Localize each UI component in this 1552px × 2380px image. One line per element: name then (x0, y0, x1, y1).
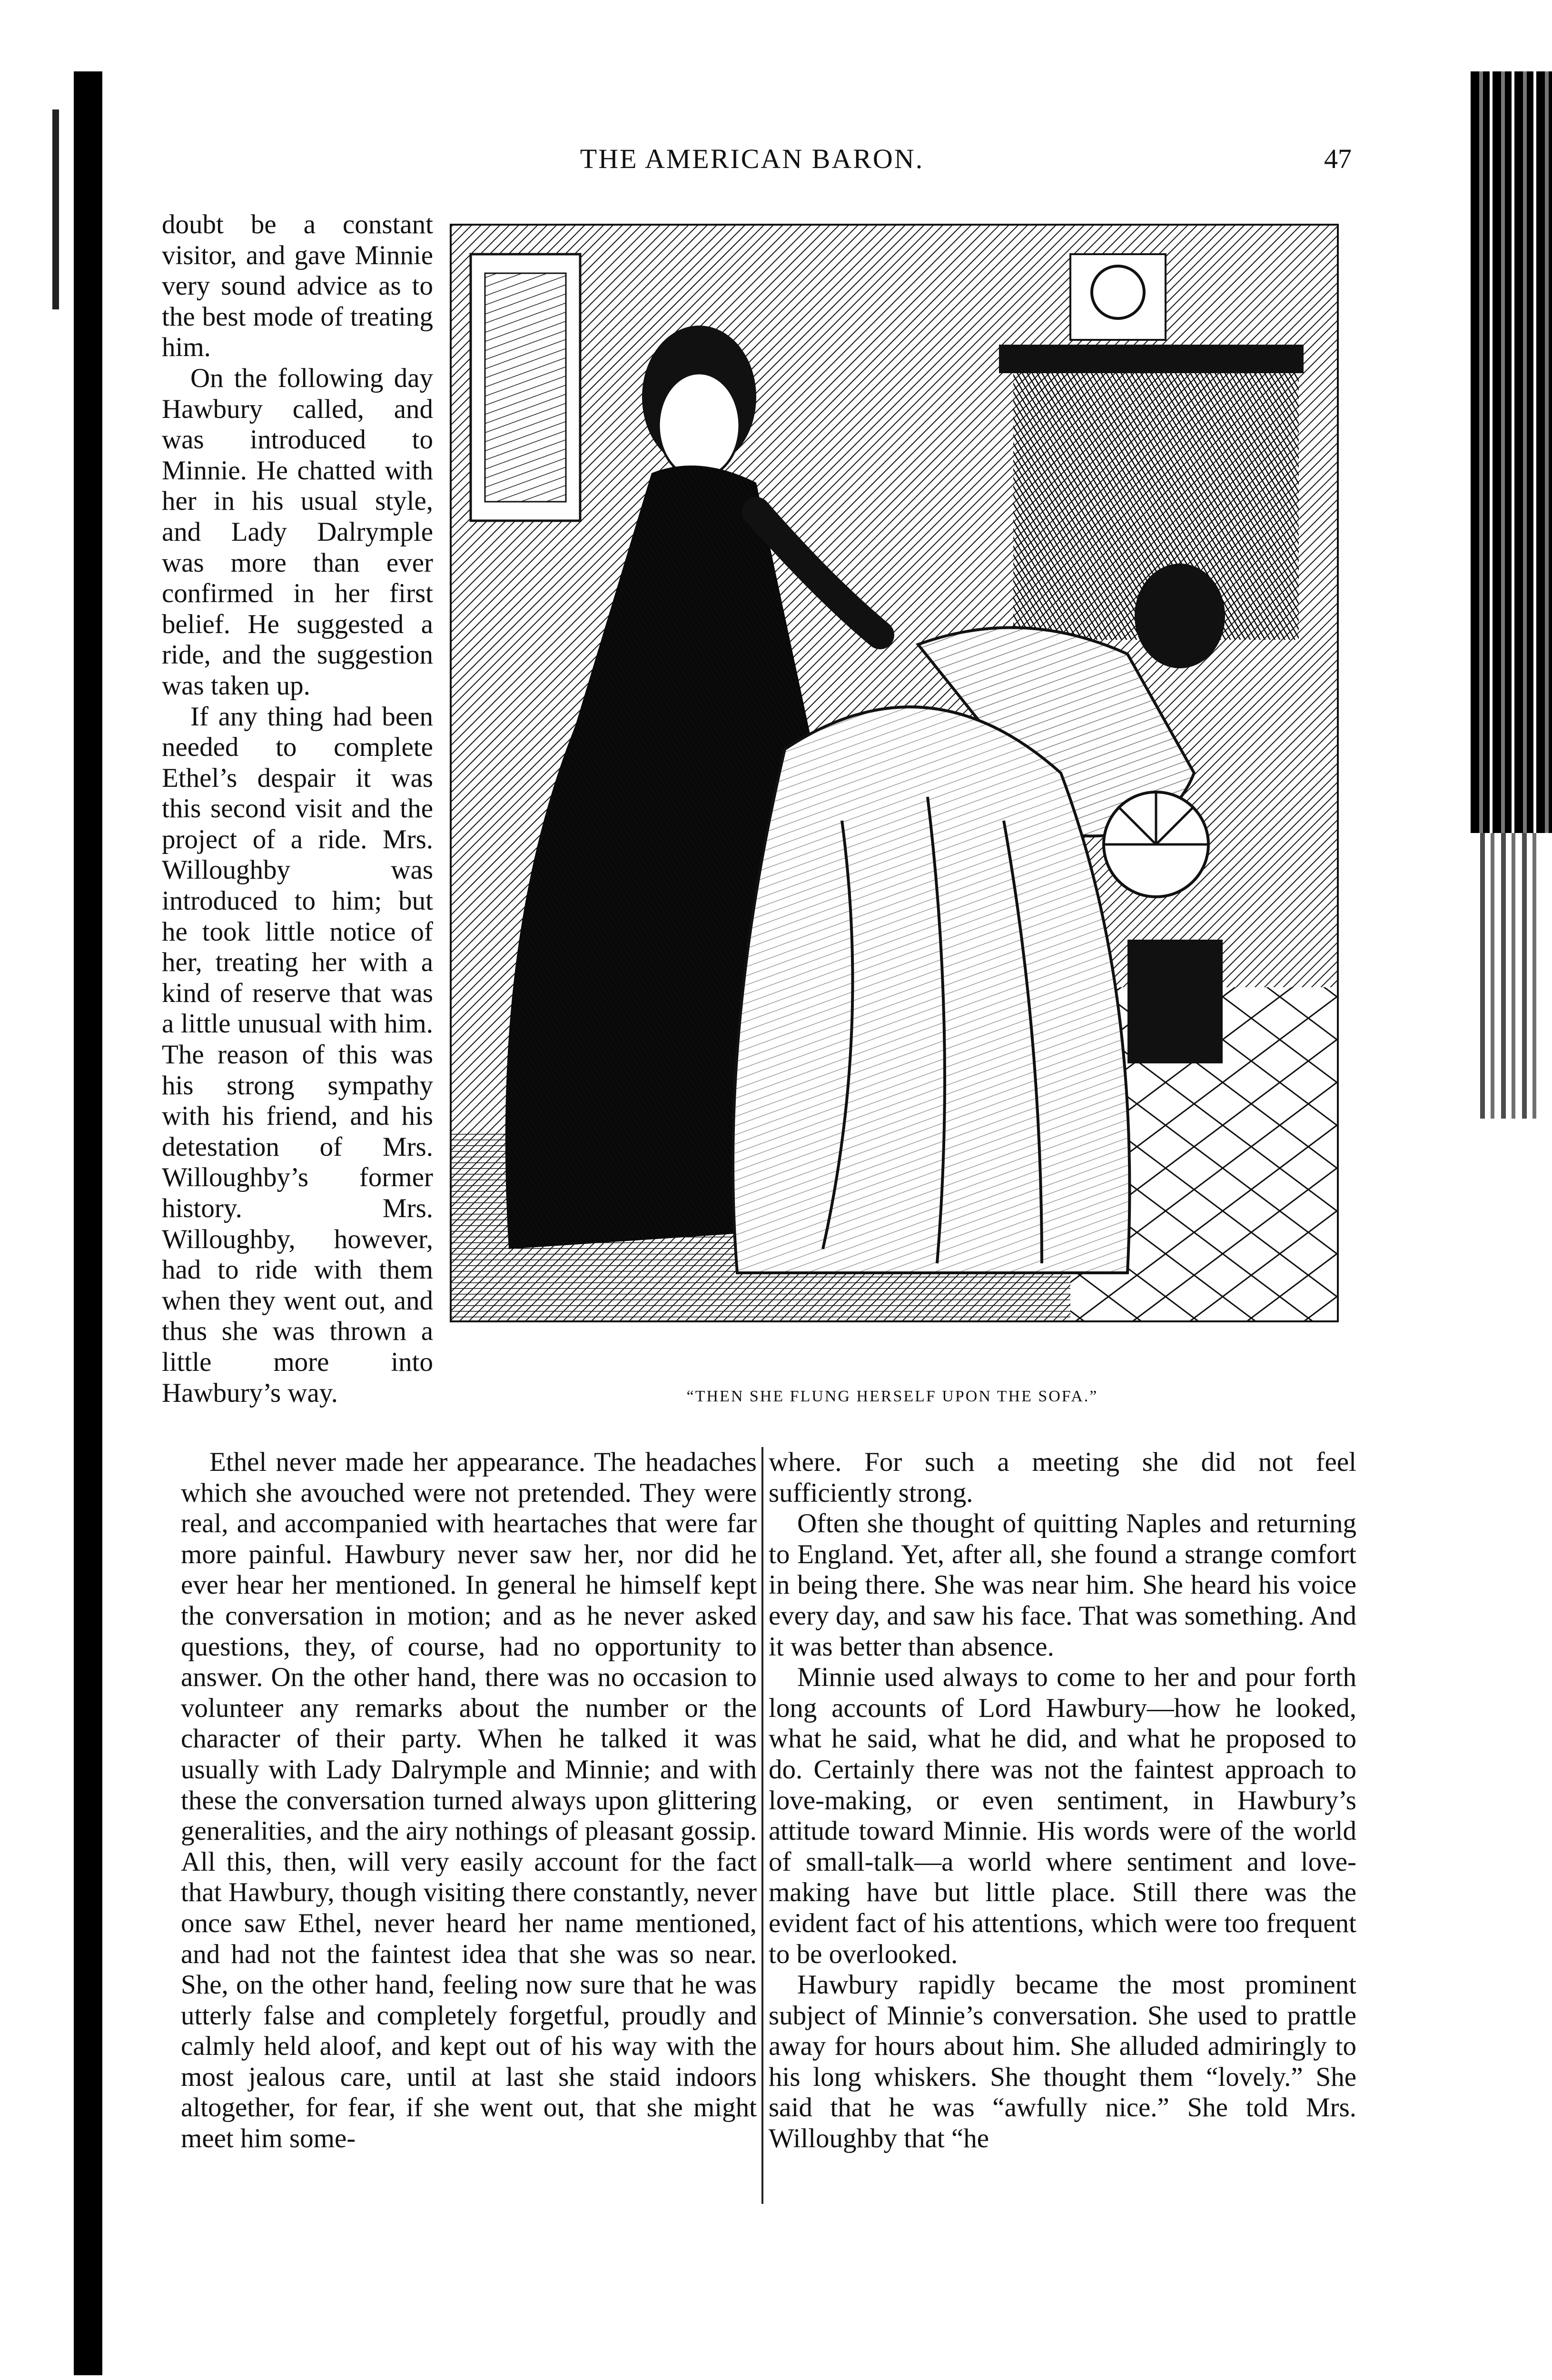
scan-edge-left-mark (52, 109, 59, 309)
column-divider (761, 1447, 763, 2204)
paragraph: On the following day Hawbury called, and was introduced to Minnie. He chatted with her in his usual style, and Lady Dalrymple was more than ever confirmed in her first belief. He suggested a ride, and the suggestion was taken up. (162, 363, 433, 701)
scan-edge-right-lower (1480, 833, 1542, 1119)
scan-edge-right (1471, 71, 1552, 833)
paragraph: Often she thought of quitting Naples and returning to England. Yet, after all, she found a strange comfort in being there. She was near him. She heard his voice every day, and saw his face. That was something. And it was better than absence. (769, 1508, 1356, 1662)
illustration-caption: “THEN SHE FLUNG HERSELF UPON THE SOFA.” (686, 1388, 1098, 1405)
paragraph: doubt be a constant visitor, and gave Minnie very sound advice as to the best mode of treating him. (162, 209, 433, 363)
page-number: 47 (1324, 143, 1352, 174)
paragraph: Minnie used always to come to her and pour forth long accounts of Lord Hawbury—how he looked, what he said, what he did, and what he proposed to do. Certainly there was not the faintest approach to love-making, or even sentiment, in Hawbury’s attitude toward Minnie. His words were of the world of small-talk—a world where sentiment and love-making have but little place. Still there was the evident fact of his attentions, which were too frequent to be overlooked. (769, 1662, 1356, 1969)
engraving-illustration (450, 224, 1339, 1322)
paragraph: If any thing had been needed to complete Ethel’s despair it was this second visit and the project of a ride. Mrs. Willoughby was introduced to him; but he took little notice of her, treating her with a kind of reserve that was a little unusual with him. The reason of this was his strong sympathy with his friend, and his detestation of Mrs. Willoughby’s former history. Mrs. Willoughby, however, had to ride with them when they went out, and thus she was thrown a little more into Hawbury’s way. (162, 701, 433, 1408)
narrow-text-column (162, 209, 433, 1408)
left-text-column (181, 1447, 757, 2154)
right-text-column (769, 1447, 1356, 2154)
running-title: THE AMERICAN BARON. (580, 143, 924, 174)
paragraph: where. For such a meeting she did not feel sufficiently strong. (769, 1447, 1356, 1508)
paragraph: Ethel never made her appearance. The headaches which she avouched were not pretended. They were real, and accompanied with heartaches that were far more painful. Hawbury never saw her, nor did he ever hear her mentioned. In general he himself kept the conversation in motion; and as he never asked questions, they, of course, had no opportunity to answer. On the other hand, there was no occasion to volunteer any remarks about the number or the character of their party. When he talked it was usually with Lady Dalrymple and Minnie; and with these the conversation turned always upon glittering generalities, and the airy nothings of pleasant gossip. All this, then, will very easily account for the fact that Hawbury, though visiting there constantly, never once saw Ethel, never heard her name mentioned, and had not the faintest idea that she was so near. She, on the other hand, feeling now sure that he was utterly false and completely forgetful, proudly and calmly held aloof, and kept out of his way with the most jealous care, until at last she staid indoors altogether, for fear, if she went out, that she might meet him some- (181, 1447, 757, 2154)
scan-edge-left (74, 71, 102, 2375)
paragraph: Hawbury rapidly became the most prominent subject of Minnie’s conversation. She used to prattle away for hours about him. She alluded admiringly to his long whiskers. She thought them “lovely.” She said that he was “awfully nice.” She told Mrs. Willoughby that “he (769, 1970, 1356, 2154)
